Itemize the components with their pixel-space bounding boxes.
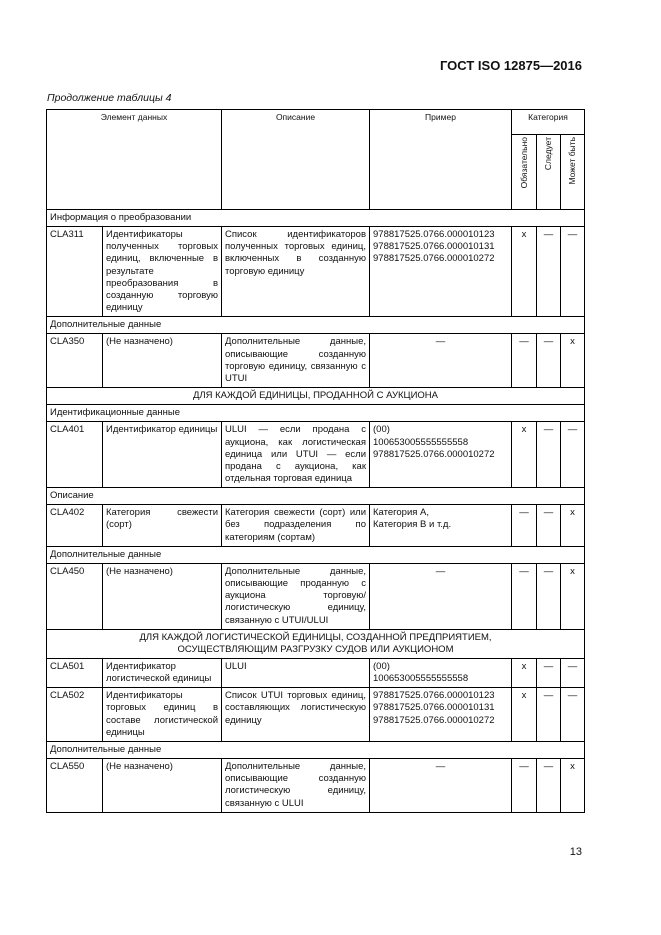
row-should: — <box>537 422 561 488</box>
row-description: Дополнительные данные, описывающие созданную торговую единицу, связанную с UTUI <box>222 334 370 388</box>
table-row <box>47 759 585 813</box>
header-should <box>537 135 561 210</box>
row-code: CLA550 <box>47 759 103 813</box>
header-mandatory-label: Обязательно <box>518 137 529 189</box>
section-logistic-units-line2: ОСУЩЕСТВЛЯЮЩИМ РАЗГРУЗКУ СУДОВ ИЛИ АУКЦИОНОМ <box>177 643 454 655</box>
row-may: — <box>561 227 585 317</box>
header-category: Категория <box>512 110 585 135</box>
row-code: CLA401 <box>47 422 103 488</box>
row-element: (Не назначено) <box>103 334 222 388</box>
row-description: Категория свежести (сорт) или без подразделения по категориям (сортам) <box>222 505 370 546</box>
row-description: Список UTUI торговых единиц, составляющих логистическую единицу <box>222 688 370 742</box>
section-additional-data: Дополнительные данные <box>47 317 585 334</box>
row-element: Идентификаторы торговых единиц в составе логистической единицы <box>103 688 222 742</box>
row-may: x <box>561 563 585 629</box>
row-mandatory: x <box>512 688 537 742</box>
header-mandatory <box>512 135 537 210</box>
row-mandatory: x <box>512 422 537 488</box>
row-should: — <box>537 759 561 813</box>
section-identification-data: Идентификационные данные <box>47 405 585 422</box>
row-element: Идентификатор логистической единицы <box>103 659 222 688</box>
header-element: Элемент данных <box>47 110 222 210</box>
row-should: — <box>537 688 561 742</box>
row-code: CLA402 <box>47 505 103 546</box>
row-description: Дополнительные данные, описывающие проданную с аукциона торговую/логистическую единицу, связанную с UTUI/ULUI <box>222 563 370 629</box>
row-example: 978817525.0766.000010123 978817525.0766.000010131 978817525.0766.000010272 <box>370 227 512 317</box>
row-should: — <box>537 659 561 688</box>
document-title: ГОСТ ISO 12875—2016 <box>439 58 582 73</box>
row-code: CLA311 <box>47 227 103 317</box>
row-may: — <box>561 659 585 688</box>
row-may: — <box>561 422 585 488</box>
header-may-label: Может быть <box>567 137 578 185</box>
row-description: ULUI <box>222 659 370 688</box>
row-may: x <box>561 759 585 813</box>
row-example: — <box>370 334 512 388</box>
table-row <box>47 227 585 317</box>
section-conversion-info: Информация о преобразовании <box>47 210 585 227</box>
data-table <box>46 109 585 813</box>
row-may: x <box>561 334 585 388</box>
table-row <box>47 563 585 629</box>
row-mandatory: — <box>512 759 537 813</box>
row-example: (00) 100653005555555558 978817525.0766.000010272 <box>370 422 512 488</box>
row-may: — <box>561 688 585 742</box>
row-example: Категория А, Категория В и т.д. <box>370 505 512 546</box>
row-element: Категория свежести (сорт) <box>103 505 222 546</box>
row-should: — <box>537 227 561 317</box>
row-description: ULUI — если продана с аукциона, как логистическая единица или UTUI — если продана с аукциона, как отдельная торговая единица <box>222 422 370 488</box>
section-logistic-units <box>47 629 585 658</box>
row-should: — <box>537 505 561 546</box>
row-element: (Не назначено) <box>103 563 222 629</box>
section-additional-data: Дополнительные данные <box>47 546 585 563</box>
table-row <box>47 334 585 388</box>
row-element: Идентификаторы полученных торговых единиц, включенные в результате преобразования в созданную торговую единицу <box>103 227 222 317</box>
row-mandatory: — <box>512 334 537 388</box>
header-description: Описание <box>222 110 370 210</box>
table-row <box>47 422 585 488</box>
section-auction-units: ДЛЯ КАЖДОЙ ЕДИНИЦЫ, ПРОДАННОЙ С АУКЦИОНА <box>47 388 585 405</box>
header-should-label: Следует <box>543 137 554 171</box>
row-mandatory: x <box>512 227 537 317</box>
section-logistic-units-line1: ДЛЯ КАЖДОЙ ЛОГИСТИЧЕСКОЙ ЕДИНИЦЫ, СОЗДАННОЙ ПРЕДПРИЯТИЕМ, <box>139 631 492 643</box>
table-row <box>47 688 585 742</box>
row-mandatory: — <box>512 505 537 546</box>
table-row <box>47 659 585 688</box>
row-code: CLA502 <box>47 688 103 742</box>
row-mandatory: — <box>512 563 537 629</box>
row-element: Идентификатор единицы <box>103 422 222 488</box>
row-example: 978817525.0766.000010123 978817525.0766.000010131 978817525.0766.000010272 <box>370 688 512 742</box>
row-should: — <box>537 334 561 388</box>
table-row <box>47 505 585 546</box>
section-description: Описание <box>47 488 585 505</box>
row-should: — <box>537 563 561 629</box>
row-code: CLA501 <box>47 659 103 688</box>
row-description: Дополнительные данные, описывающие созданную логистическую единицу, связанную с ULUI <box>222 759 370 813</box>
header-may <box>561 135 585 210</box>
row-code: CLA350 <box>47 334 103 388</box>
row-element: (Не назначено) <box>103 759 222 813</box>
table-caption: Продолжение таблицы 4 <box>47 92 172 104</box>
row-mandatory: x <box>512 659 537 688</box>
row-example: (00) 100653005555555558 <box>370 659 512 688</box>
row-description: Список идентификаторов полученных торговых единиц, включенных в созданную торговую единицу <box>222 227 370 317</box>
row-example: — <box>370 563 512 629</box>
header-example: Пример <box>370 110 512 210</box>
section-additional-data: Дополнительные данные <box>47 741 585 758</box>
row-example: — <box>370 759 512 813</box>
row-code: CLA450 <box>47 563 103 629</box>
row-may: x <box>561 505 585 546</box>
page-number: 13 <box>569 846 582 858</box>
